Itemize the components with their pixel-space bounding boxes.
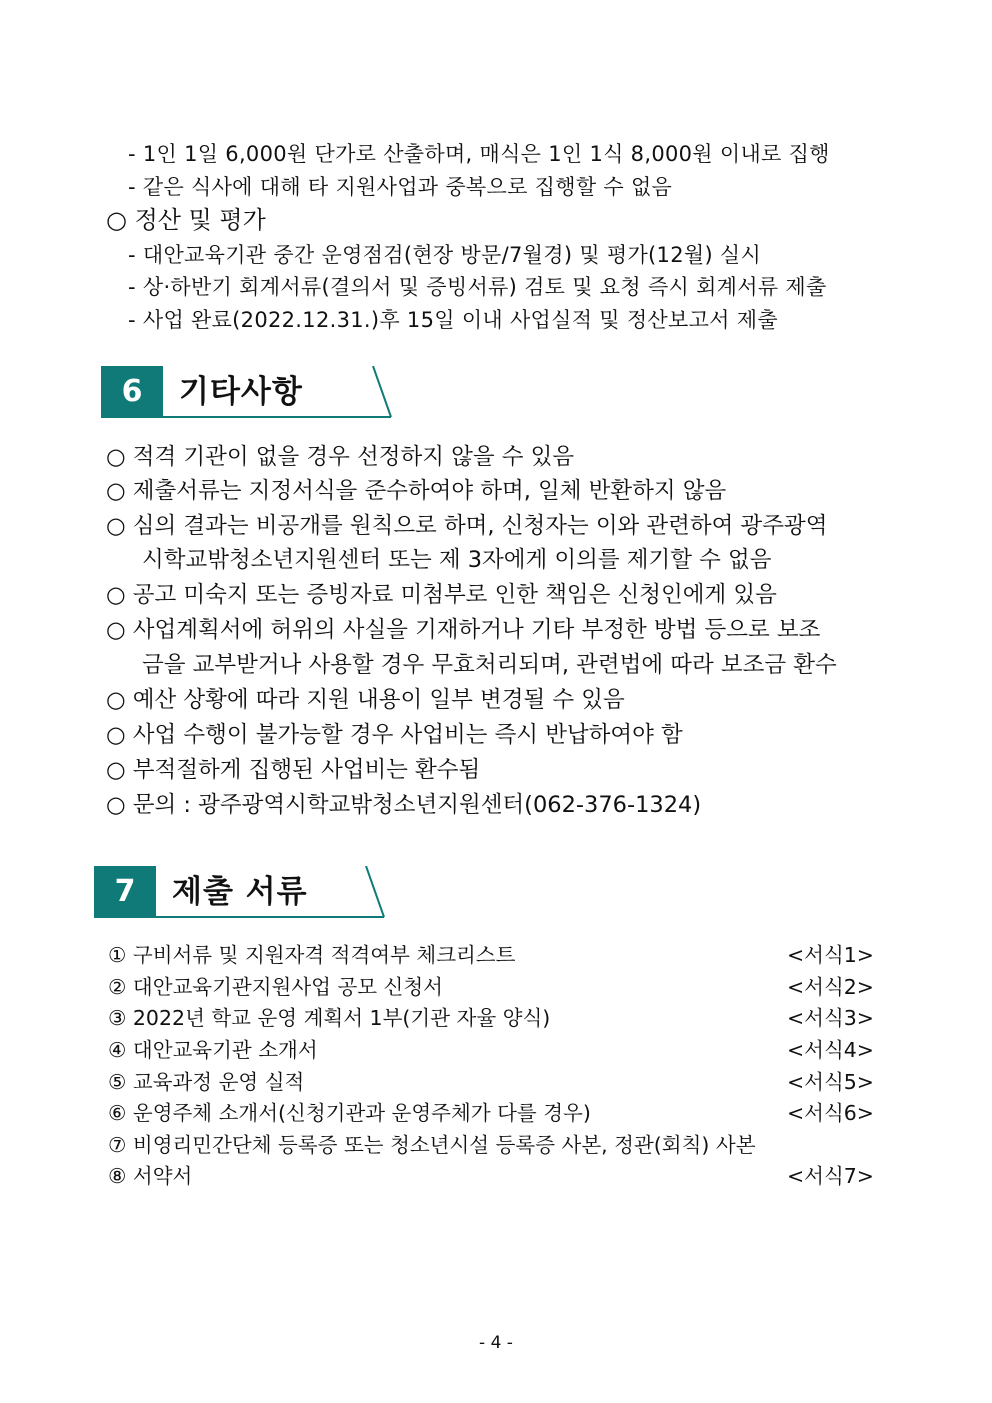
settlement-line-1: - 대안교육기관 중간 운영점검(현장 방문/7월경) 및 평가(12월) 실시 (128, 243, 762, 267)
section-6-number: 6 (101, 366, 163, 418)
document-item-form: <서식4> (786, 1038, 874, 1062)
settlement-heading: ○ 정산 및 평가 (106, 206, 266, 234)
document-item-text: ⑥ 운영주체 소개서(신청기관과 운영주체가 다를 경우) (108, 1101, 591, 1125)
document-item-3 (108, 1003, 874, 1033)
section-7-title: 제출 서류 (172, 874, 308, 910)
document-item-text: ① 구비서류 및 지원자격 적격여부 체크리스트 (108, 943, 516, 967)
document-item-1 (108, 940, 874, 970)
document-item-text: ⑧ 서약서 (108, 1164, 193, 1188)
notice-line-5: ○ 사업계획서에 허위의 사실을 기재하거나 기타 부정한 방법 등으로 보조 (106, 617, 821, 643)
section-7-header (94, 866, 386, 918)
budget-line-2: - 같은 식사에 대해 타 지원사업과 중복으로 집행할 수 없음 (128, 175, 673, 199)
section-7-number: 7 (94, 866, 156, 918)
document-item-8 (108, 1161, 874, 1191)
document-item-6 (108, 1098, 874, 1128)
document-item-4 (108, 1035, 874, 1065)
settlement-line-3: - 사업 완료(2022.12.31.)후 15일 이내 사업실적 및 정산보고서 제출 (128, 308, 778, 332)
document-item-7 (108, 1130, 874, 1160)
notice-line-6: ○ 예산 상황에 따라 지원 내용이 일부 변경될 수 있음 (106, 687, 625, 713)
document-item-text: ② 대안교육기관지원사업 공모 신청서 (108, 975, 443, 999)
notice-line-3-cont: 시학교밖청소년지원센터 또는 제 3자에게 이의를 제기할 수 없음 (142, 547, 772, 573)
notice-line-4: ○ 공고 미숙지 또는 증빙자료 미첨부로 인한 책임은 신청인에게 있음 (106, 582, 777, 608)
notice-contact: ○ 문의 : 광주광역시학교밖청소년지원센터(062-376-1324) (106, 792, 702, 818)
section-6-title: 기타사항 (179, 374, 303, 410)
notice-line-7: ○ 사업 수행이 불가능할 경우 사업비는 즉시 반납하여야 함 (106, 722, 683, 748)
section-6-header (101, 366, 393, 418)
document-item-text: ④ 대안교육기관 소개서 (108, 1038, 318, 1062)
notice-line-5-cont: 금을 교부받거나 사용할 경우 무효처리되며, 관련법에 따라 보조금 환수 (142, 652, 837, 678)
document-item-text: ⑤ 교육과정 운영 실적 (108, 1070, 305, 1094)
page-number: - 4 - (479, 1333, 513, 1353)
notice-line-1: ○ 적격 기관이 없을 경우 선정하지 않을 수 있음 (106, 444, 575, 470)
document-item-form: <서식7> (786, 1164, 874, 1188)
notice-line-8: ○ 부적절하게 집행된 사업비는 환수됨 (106, 757, 481, 783)
document-item-form: <서식6> (786, 1101, 874, 1125)
notice-line-3: ○ 심의 결과는 비공개를 원칙으로 하며, 신청자는 이와 관련하여 광주광역 (106, 513, 828, 539)
document-item-2 (108, 972, 874, 1002)
document-item-text: ⑦ 비영리민간단체 등록증 또는 청소년시설 등록증 사본, 정관(회칙) 사본 (108, 1133, 756, 1157)
document-item-form: <서식2> (786, 975, 874, 999)
document-item-text: ③ 2022년 학교 운영 계획서 1부(기관 자율 양식) (108, 1006, 551, 1030)
budget-line-1: - 1인 1일 6,000원 단가로 산출하며, 매식은 1인 1식 8,000원 이내로 집행 (128, 142, 830, 166)
document-item-form: <서식3> (786, 1006, 874, 1030)
document-item-form: <서식1> (786, 943, 874, 967)
notice-line-2: ○ 제출서류는 지정서식을 준수하여야 하며, 일체 반환하지 않음 (106, 478, 727, 504)
document-item-5 (108, 1067, 874, 1097)
settlement-line-2: - 상·하반기 회계서류(결의서 및 증빙서류) 검토 및 요청 즉시 회계서류 제출 (128, 275, 827, 299)
document-item-form: <서식5> (786, 1070, 874, 1094)
